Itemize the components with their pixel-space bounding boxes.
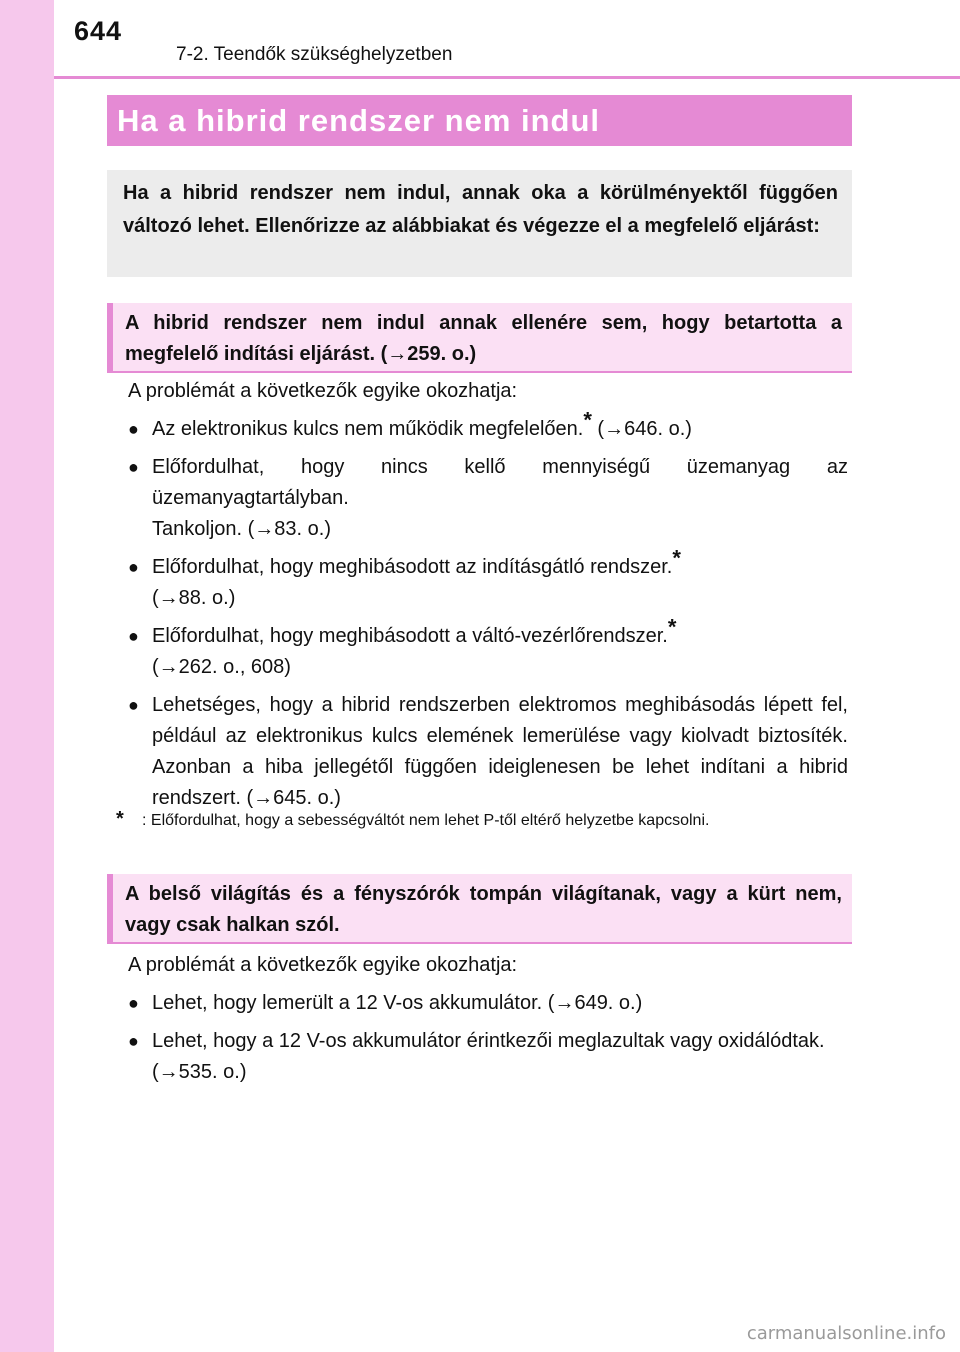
section2-heading-text: A belső világítás és a fényszórók tompán világítanak, vagy a kürt nem, vagy csak halkan szól. xyxy=(125,883,842,936)
section2-lead: A problémát a következők egyike okozhatja: xyxy=(128,954,518,976)
bullet-icon: ● xyxy=(128,419,139,439)
list-item xyxy=(128,690,848,814)
section1-content xyxy=(128,376,848,814)
intro-box xyxy=(107,170,852,277)
bullet-icon: ● xyxy=(128,695,139,715)
item-text: Előfordulhat, hogy meghibásodott az indításgátló rendszer. xyxy=(152,556,673,578)
list-item xyxy=(128,452,848,545)
asterisk-mark: * xyxy=(583,407,592,433)
list-item xyxy=(128,407,848,445)
page-title: Ha a hibrid rendszer nem indul xyxy=(107,95,852,146)
section1-heading-text: A hibrid rendszer nem indul annak ellenére sem, hogy betartotta a megfelelő indítási eljárást. (→259. o.) xyxy=(125,312,842,365)
side-band xyxy=(0,0,54,1352)
page-number: 644 xyxy=(74,16,123,46)
section2-content xyxy=(128,950,848,1088)
list-item xyxy=(128,545,848,614)
list-item xyxy=(128,614,848,683)
section1-list xyxy=(128,407,848,814)
item-text: Előfordulhat, hogy nincs kellő mennyiségű üzemanyag az üzemanyagtartályban. xyxy=(152,456,848,509)
section-name: 7-2. Teendők szükséghelyzetben xyxy=(176,44,453,65)
item-line2: (→262. o., 608) xyxy=(152,656,291,678)
asterisk-mark: * xyxy=(667,614,677,640)
item-text: Lehetséges, hogy a hibrid rendszerben elektromos meghibásodás lépett fel, például az elektronikus kulcs elemének lemerülése vagy kiolvadt biztosíték. Azonban a hiba jellegétől függően ideiglenesen be lehet indítani a hibrid rendszert. (→645. o.) xyxy=(152,694,848,809)
bullet-icon: ● xyxy=(128,993,139,1013)
footnote-text: : Előfordulhat, hogy a sebességváltót nem lehet P-től eltérő helyzetbe kapcsolni. xyxy=(142,812,710,829)
header-divider xyxy=(54,76,960,79)
bullet-icon: ● xyxy=(128,557,139,577)
section1-heading xyxy=(107,303,852,373)
section2-list xyxy=(128,988,848,1088)
asterisk-mark: * xyxy=(672,545,681,571)
list-item xyxy=(128,988,848,1019)
footnote xyxy=(116,808,848,834)
intro-text: Ha a hibrid rendszer nem indul, annak oka a körülményektől függően változó lehet. Ellenőrizze az alábbiakat és végezze el a megfelelő eljárást: xyxy=(123,182,838,237)
footnote-asterisk: * xyxy=(116,808,124,830)
section2-heading xyxy=(107,874,852,944)
item-text: Az elektronikus kulcs nem működik megfelelően. xyxy=(152,418,584,440)
section1-lead: A problémát a következők egyike okozhatja: xyxy=(128,380,518,402)
item-line2: (→535. o.) xyxy=(152,1061,247,1083)
list-item xyxy=(128,1026,848,1088)
item-ref: (→646. o.) xyxy=(591,418,692,440)
item-text: Előfordulhat, hogy meghibásodott a váltó-vezérlőrendszer. xyxy=(152,625,668,647)
bullet-icon: ● xyxy=(128,626,139,646)
watermark: carmanualsonline.info xyxy=(746,1323,946,1344)
item-text: Lehet, hogy lemerült a 12 V-os akkumulátor. (→649. o.) xyxy=(152,992,643,1014)
bullet-icon: ● xyxy=(128,457,139,477)
item-line2: (→88. o.) xyxy=(152,587,236,609)
bullet-icon: ● xyxy=(128,1031,139,1051)
item-text: Lehet, hogy a 12 V-os akkumulátor érintkezői meglazultak vagy oxidálódtak. xyxy=(152,1030,825,1052)
item-line2: Tankoljon. (→83. o.) xyxy=(152,518,331,540)
